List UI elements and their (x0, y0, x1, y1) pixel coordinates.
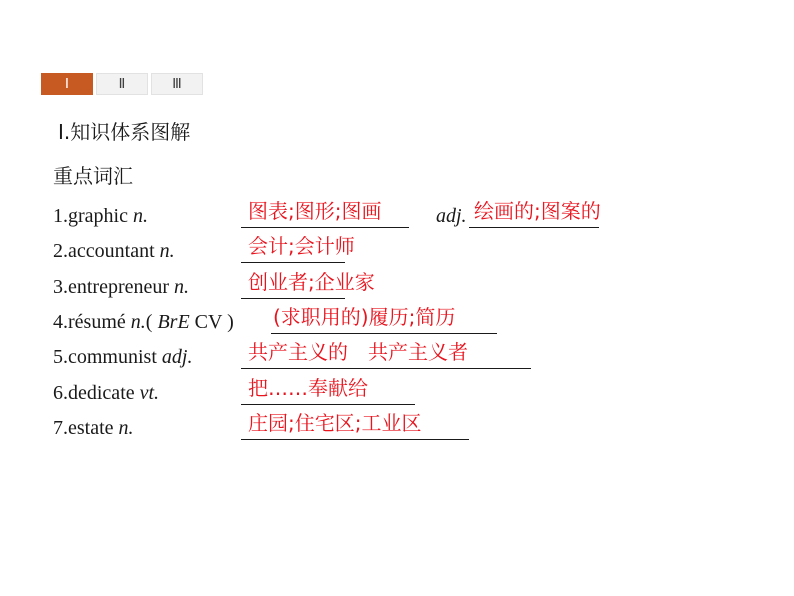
adj-answer-text: 绘画的;图案的 (474, 199, 601, 223)
tab-1[interactable]: Ⅰ (41, 73, 93, 95)
answer-text: 把……奉献给 (248, 376, 368, 400)
vocab-row-1 (53, 200, 753, 230)
answer-text: (求职用的)履历;简历 (273, 305, 456, 329)
answer-text: 图表;图形;图画 (248, 199, 382, 223)
vocab-row-5 (53, 341, 753, 371)
vocab-row-2 (53, 235, 753, 265)
vocab-term: 4.résumé n.( BrE CV ) (53, 311, 234, 333)
vocab-term: 5.communist adj. (53, 346, 193, 368)
subsection-title: 重点词汇 (53, 164, 133, 188)
vocab-row-4 (53, 306, 753, 336)
vocab-row-6 (53, 377, 753, 407)
section-tabs (41, 73, 203, 95)
section-title: Ⅰ.知识体系图解 (58, 120, 191, 144)
vocab-term: 3.entrepreneur n. (53, 276, 190, 298)
vocab-row-3 (53, 271, 753, 301)
answer-text: 共产主义的 共产主义者 (248, 340, 468, 364)
adj-label: adj. (436, 205, 467, 227)
vocab-row-7 (53, 412, 753, 442)
tab-2[interactable]: Ⅱ (96, 73, 148, 95)
vocab-term: 7.estate n. (53, 417, 134, 439)
answer-text: 创业者;企业家 (248, 270, 375, 294)
answer-text: 会计;会计师 (248, 234, 355, 258)
vocab-term: 6.dedicate vt. (53, 382, 160, 404)
vocab-term: 2.accountant n. (53, 240, 175, 262)
answer-text: 庄园;住宅区;工业区 (248, 411, 422, 435)
vocab-term: 1.graphic n. (53, 205, 148, 227)
tab-3[interactable]: Ⅲ (151, 73, 203, 95)
